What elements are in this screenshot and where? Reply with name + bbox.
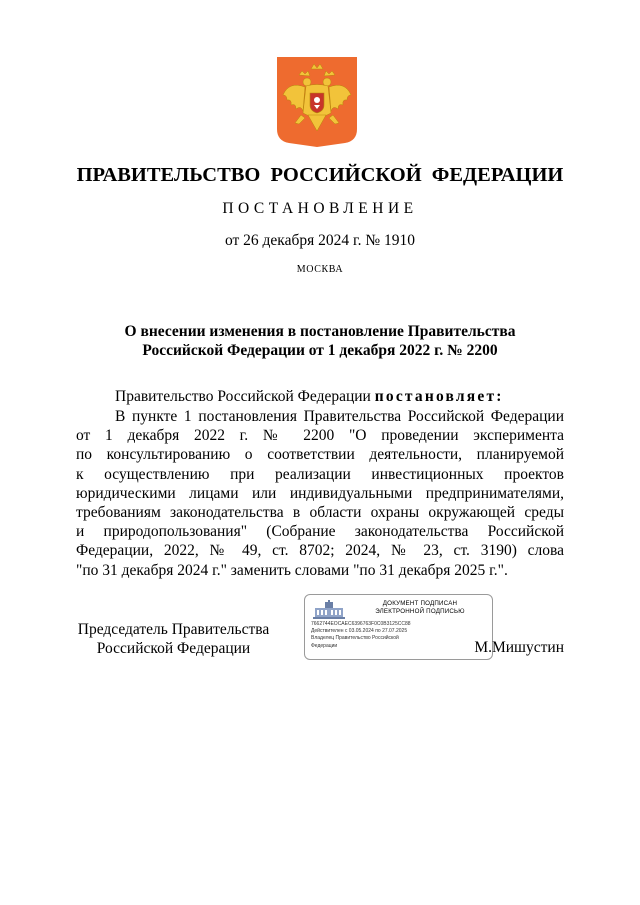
body-line: по консультированию о соответствии деятельности, планируемой <box>76 446 564 464</box>
electronic-signature-stamp <box>304 594 493 660</box>
stamp-title <box>350 600 490 615</box>
decree-body <box>76 407 564 580</box>
body-line: "по 31 декабря 2024 г." заменить словами "по 31 декабря 2025 г.". <box>76 561 508 579</box>
signer-position-line: Председатель Правительства <box>77 621 270 638</box>
signer-position <box>66 620 281 658</box>
signer-position-line: Российской Федерации <box>96 640 251 657</box>
government-title: ПРАВИТЕЛЬСТВО РОССИЙСКОЙ ФЕДЕРАЦИИ <box>76 164 564 186</box>
decree-verb: постановляет: <box>374 388 504 405</box>
subject-line: Российской Федерации от 1 декабря 2022 г. № 2200 <box>142 342 498 359</box>
body-line: Федерации, 2022, № 49, ст. 8702; 2024, № 23, ст. 3190) слова <box>76 542 564 560</box>
stamp-title-line: ЭЛЕКТРОННОЙ ПОДПИСЬЮ <box>375 607 465 615</box>
stamp-validity: Действителен с 03.05.2024 по 27.07.2025 <box>311 628 408 635</box>
document-city: МОСКВА <box>296 264 344 275</box>
coat-of-arms-emblem <box>275 55 359 148</box>
body-line: требованиям законодательства в области охраны окружающей среды <box>76 504 564 522</box>
stamp-title-line: ДОКУМЕНТ ПОДПИСАН <box>382 600 458 607</box>
decree-statement <box>115 388 504 406</box>
body-line: от 1 декабря 2022 г. № 2200 "О проведении эксперимента <box>76 427 564 445</box>
stamp-details <box>311 621 411 650</box>
stamp-certificate: 7662744EOCAEC6396763F0C0B3125CC88 <box>311 621 411 627</box>
document-date-number: от 26 декабря 2024 г. № 1910 <box>224 232 416 249</box>
body-line: юридическими лицами или индивидуальными предпринимателями, <box>76 484 564 502</box>
decree-intro: Правительство Российской Федерации <box>115 388 371 405</box>
signer-name: М.Мишустин <box>474 639 564 656</box>
stamp-owner: Федерации <box>311 642 338 649</box>
body-line: В пункте 1 постановления Правительства Российской Федерации <box>115 408 564 425</box>
document-type: ПОСТАНОВЛЕНИЕ <box>222 200 418 217</box>
subject-line: О внесении изменения в постановление Правительства <box>124 323 516 340</box>
stamp-owner: Владелец Правительство Российской <box>311 635 399 642</box>
document-subject <box>0 322 640 360</box>
body-line: и природопользования" (Собрание законодательства Российской <box>76 523 564 541</box>
government-building-icon <box>311 600 347 620</box>
body-line: к осуществлению при реализации инвестиционных проектов <box>76 465 564 483</box>
